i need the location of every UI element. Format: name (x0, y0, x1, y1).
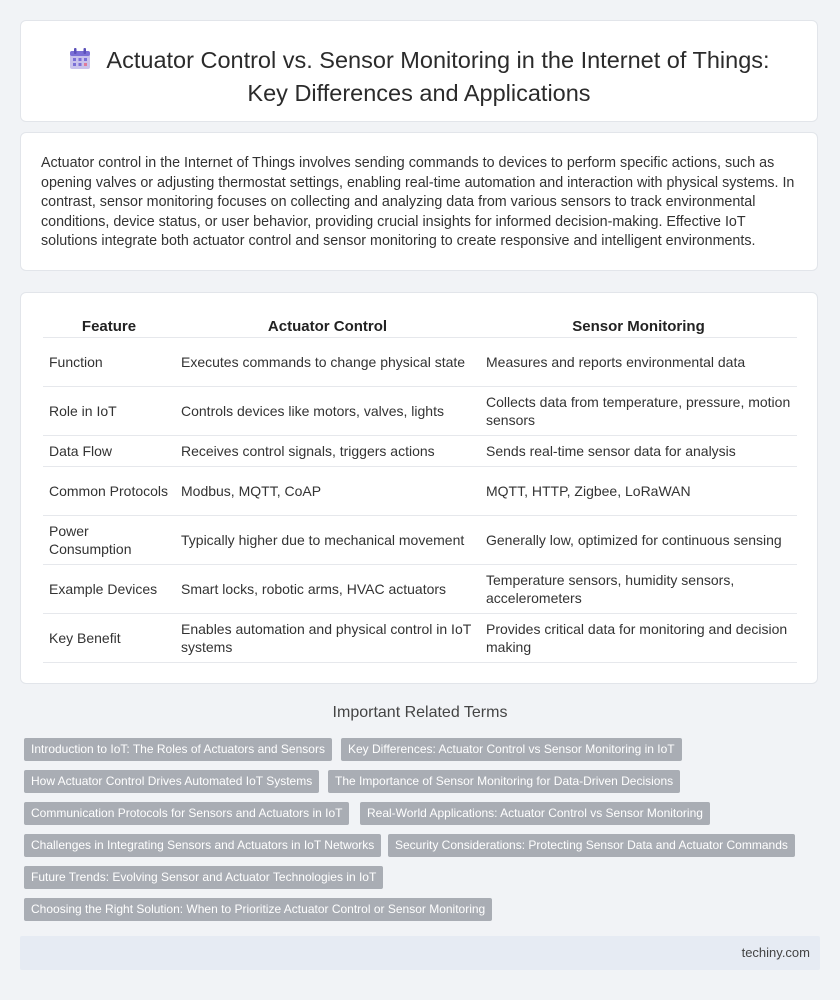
cell-feature: Power Consumption (43, 516, 175, 565)
cell-sensor: Temperature sensors, humidity sensors, accelerometers (480, 565, 797, 614)
intro-card (20, 132, 818, 271)
header-sensor-monitoring: Sensor Monitoring (572, 318, 705, 335)
cell-feature: Key Benefit (43, 614, 175, 663)
header-actuator-control: Actuator Control (267, 318, 388, 335)
related-tag[interactable]: Choosing the Right Solution: When to Prioritize Actuator Control or Sensor Monitoring (24, 898, 492, 921)
cell-sensor: Sends real-time sensor data for analysis (480, 436, 797, 467)
title-line-2: Key Differences and Applications (247, 80, 591, 106)
table-row (43, 387, 797, 436)
related-terms-heading: Important Related Terms (332, 704, 508, 721)
related-tag[interactable]: Real-World Applications: Actuator Control vs Sensor Monitoring (360, 802, 710, 825)
cell-feature: Common Protocols (43, 467, 175, 516)
table-row (43, 565, 797, 614)
title-line-1: Actuator Control vs. Sensor Monitoring in the Internet of Things: (106, 47, 770, 73)
cell-actuator: Executes commands to change physical state (175, 338, 480, 387)
table-row (43, 516, 797, 565)
cell-feature: Function (43, 338, 175, 387)
header-feature: Feature (81, 318, 137, 335)
related-tag[interactable]: Introduction to IoT: The Roles of Actuators and Sensors (24, 738, 332, 761)
table-row (43, 467, 797, 516)
cell-sensor: Measures and reports environmental data (480, 338, 797, 387)
related-tag[interactable]: The Importance of Sensor Monitoring for Data-Driven Decisions (328, 770, 680, 793)
cell-sensor: Generally low, optimized for continuous sensing (480, 516, 797, 565)
cell-actuator: Typically higher due to mechanical movement (175, 516, 480, 565)
related-tag[interactable]: Communication Protocols for Sensors and Actuators in IoT (24, 802, 349, 825)
table-row (43, 436, 797, 467)
related-tag[interactable]: Security Considerations: Protecting Sensor Data and Actuator Commands (388, 834, 795, 857)
cell-actuator: Enables automation and physical control in IoT systems (175, 614, 480, 663)
cell-sensor: MQTT, HTTP, Zigbee, LoRaWAN (480, 467, 797, 516)
title-card (20, 20, 818, 122)
cell-feature: Example Devices (43, 565, 175, 614)
cell-sensor: Provides critical data for monitoring and decision making (480, 614, 797, 663)
footer-site-link[interactable]: techiny.com (741, 945, 810, 960)
intro-paragraph: Actuator control in the Internet of Things involves sending commands to devices to perform specific actions, such as opening valves or adjusting thermostat settings, enabling real-time automation and interaction with physical systems. In contrast, sensor monitoring focuses on collecting and analyzing data from various sensors to track environmental conditions, device status, or user behavior, providing crucial insights for informed decision-making. Effective IoT solutions integrate both actuator control and sensor monitoring to create responsive and intelligent environments. (41, 155, 795, 249)
cell-feature: Data Flow (43, 436, 175, 467)
cell-sensor: Collects data from temperature, pressure, motion sensors (480, 387, 797, 436)
comparison-table (43, 311, 797, 663)
cell-actuator: Receives control signals, triggers actions (175, 436, 480, 467)
related-tag[interactable]: Future Trends: Evolving Sensor and Actuator Technologies in IoT (24, 866, 383, 889)
related-tag[interactable]: Challenges in Integrating Sensors and Actuators in IoT Networks (24, 834, 381, 857)
table-header-row (43, 311, 797, 338)
table-row (43, 338, 797, 387)
cell-actuator: Modbus, MQTT, CoAP (175, 467, 480, 516)
related-tag[interactable]: Key Differences: Actuator Control vs Sensor Monitoring in IoT (341, 738, 682, 761)
table-row (43, 614, 797, 663)
comparison-card (20, 292, 818, 684)
cell-actuator: Smart locks, robotic arms, HVAC actuators (175, 565, 480, 614)
cell-actuator: Controls devices like motors, valves, lights (175, 387, 480, 436)
cell-feature: Role in IoT (43, 387, 175, 436)
footer (20, 936, 820, 970)
calendar-icon (68, 47, 92, 78)
related-tag[interactable]: How Actuator Control Drives Automated IoT Systems (24, 770, 319, 793)
page-title (21, 45, 817, 108)
